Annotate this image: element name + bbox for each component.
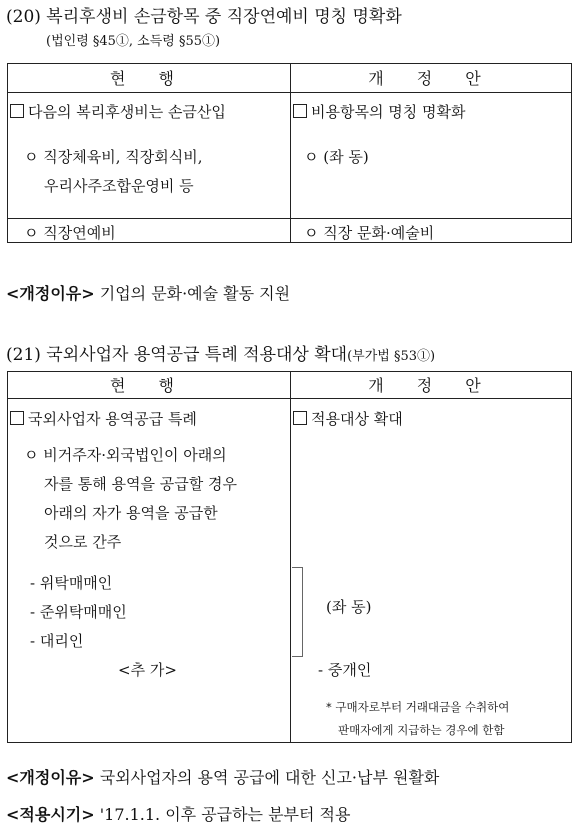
revised-item-1: 적용대상 확대 (293, 408, 403, 429)
header-revised: 개 정 안 (368, 69, 495, 88)
header-current: 현 행 (110, 69, 188, 88)
section-20-reason: <개정이유> 기업의 문화·예술 활동 지원 (6, 284, 291, 303)
section-21-title: (21) 국외사업자 용역공급 특례 적용대상 확대(부가법 §53①) (6, 345, 436, 365)
current-item-3: ㅇ 직장연예비 (24, 224, 116, 242)
footnote-line-1: * 구매자로부터 거래대금을 수취하여 (326, 700, 510, 714)
current-item-2-line-2: 우리사주조합운영비 등 (44, 177, 194, 195)
current-sub-item-2: - 준위탁매매인 (30, 603, 127, 621)
checkbox-icon (10, 411, 24, 425)
header-current: 현 행 (110, 376, 188, 395)
revised-item-2: ㅇ (좌 동) (304, 148, 369, 166)
header-revised: 개 정 안 (368, 376, 495, 395)
current-item-1: 국외사업자 용역공급 특례 (10, 408, 197, 429)
section-21-reason: <개정이유> 국외사업자의 용역 공급에 대한 신고·납부 원활화 (6, 768, 440, 787)
checkbox-icon (293, 104, 307, 118)
current-sub-item-1: - 위탁매매인 (30, 574, 113, 592)
current-item-1: 다음의 복리후생비는 손금산입 (10, 101, 226, 122)
current-item-2-line-4: 것으로 간주 (44, 533, 122, 551)
footnote-line-2: 판매자에게 지급하는 경우에 한함 (338, 723, 505, 737)
current-sub-item-3: - 대리인 (30, 632, 84, 650)
section-20-title: (20) 복리후생비 손금항목 중 직장연예비 명칭 명확화 (6, 7, 402, 27)
section-21-effective-date: <적용시기> '17.1.1. 이후 공급하는 분부터 적용 (6, 805, 351, 824)
section-20-table (7, 63, 572, 243)
revised-item-1: 비용항목의 명칭 명확화 (293, 101, 465, 122)
section-21-table (7, 371, 572, 743)
current-item-2-line-3: 아래의 자가 용역을 공급한 (44, 504, 218, 522)
section-21-reference: (부가법 §53①) (347, 349, 436, 364)
revised-sub-item: - 중개인 (318, 661, 372, 679)
current-item-2-line-1: ㅇ 비거주자·외국법인이 아래의 (24, 446, 227, 464)
current-item-2-line-1: ㅇ 직장체육비, 직장회식비, (24, 148, 203, 166)
revised-same: (좌 동) (326, 598, 372, 616)
current-add-placeholder: <추 가> (118, 661, 177, 679)
current-item-2-line-2: 자를 통해 용역을 공급할 경우 (44, 475, 237, 493)
checkbox-icon (10, 104, 24, 118)
section-20-reference: (법인령 §45①, 소득령 §55①) (46, 34, 221, 49)
same-as-bracket (292, 567, 303, 657)
checkbox-icon (293, 411, 307, 425)
revised-item-3: ㅇ 직장 문화·예술비 (304, 224, 435, 242)
